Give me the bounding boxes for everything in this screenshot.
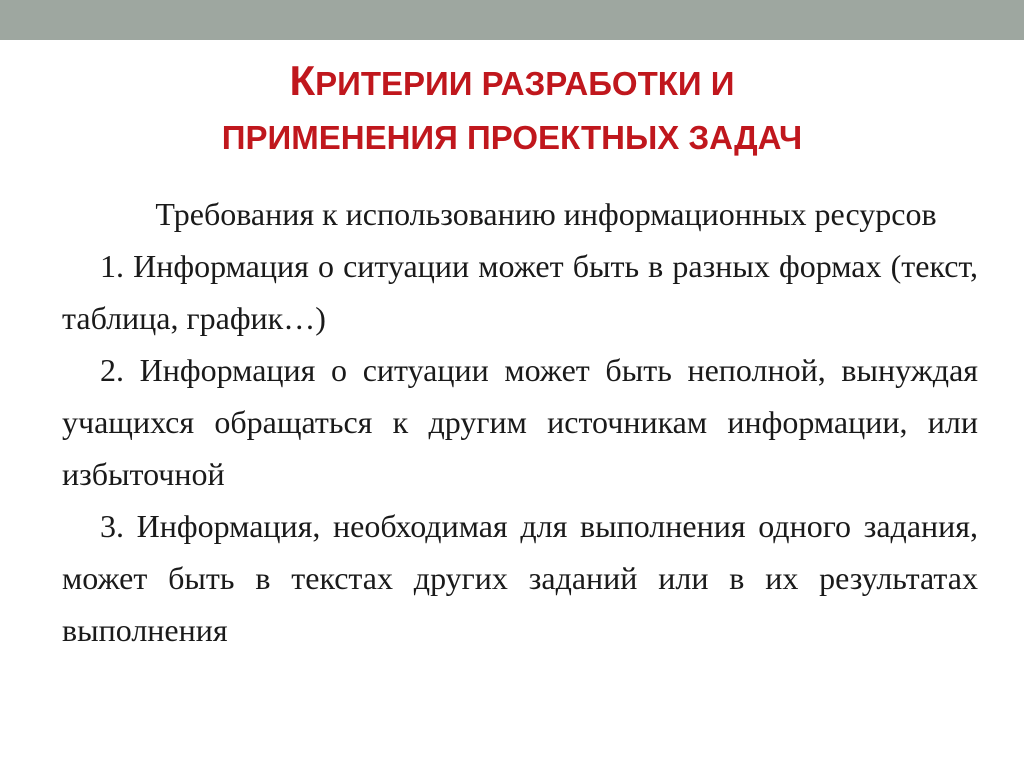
requirement-item-2: 2. Информация о ситуации может быть неполной, вынуждая учащихся обращаться к другим источникам информации, или избыточной <box>62 352 978 492</box>
top-bar <box>0 0 1024 40</box>
section-subtitle: Требования к использованию информационных ресурсов <box>155 196 937 232</box>
title-line-1-rest: РИТЕРИИ РАЗРАБОТКИ И <box>315 65 735 102</box>
slide-title-line-2: ПРИМЕНЕНИЯ ПРОЕКТНЫХ ЗАДАЧ <box>221 119 803 156</box>
title-initial-letter: К <box>289 57 316 104</box>
requirement-item-3: 3. Информация, необходимая для выполнения одного задания, может быть в текстах других заданий или в их результатах выполнения <box>62 508 978 648</box>
requirement-item-1: 1. Информация о ситуации может быть в разных формах (текст, таблица, график…) <box>62 248 978 336</box>
slide-title-line-1 <box>0 54 1024 111</box>
slide-body <box>62 188 978 656</box>
slide-title <box>0 54 1024 165</box>
